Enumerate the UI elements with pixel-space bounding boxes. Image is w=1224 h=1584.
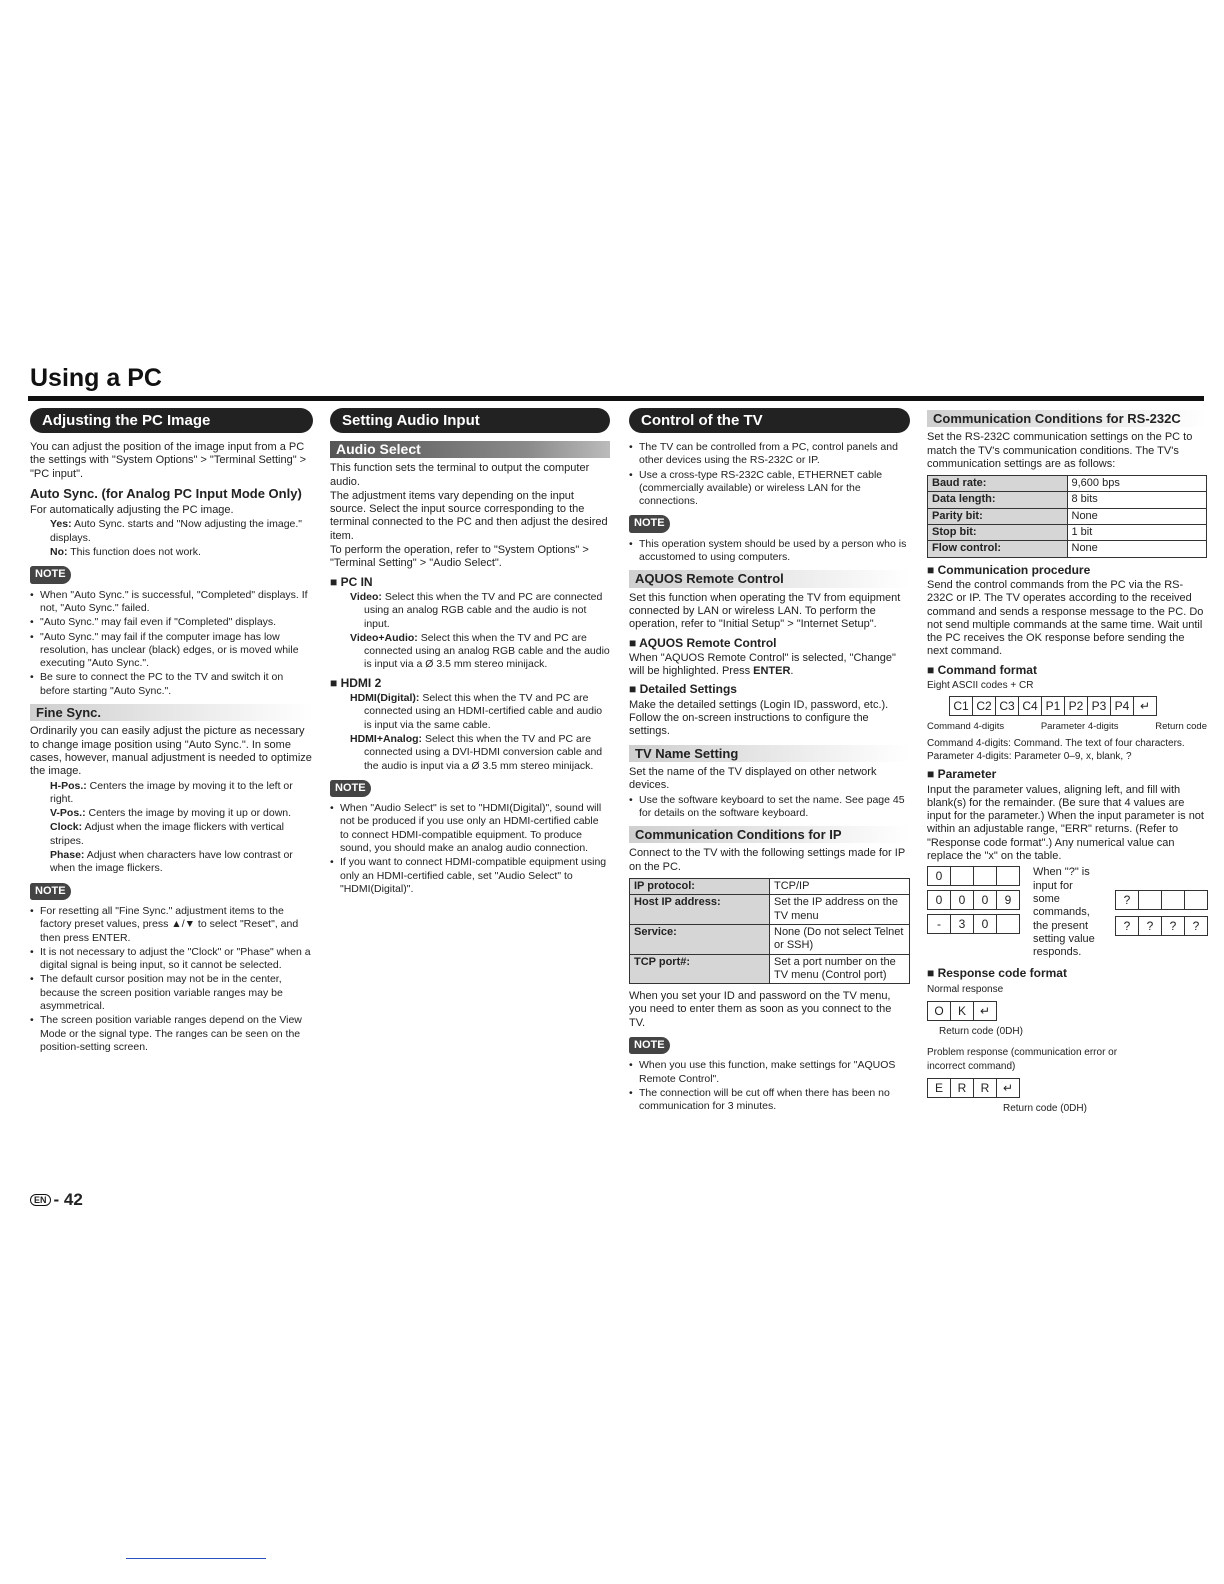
list-item: • For resetting all "Fine Sync." adjustment items to the factory preset values, press ▲/▼ to select "Reset", and then press ENTER. <box>30 905 313 945</box>
column-rs232c <box>927 408 1207 1115</box>
section-header-control: Control of the TV <box>629 408 910 433</box>
table-row: Baud rate: 9,600 bps <box>928 476 1207 492</box>
err-boxes: E R R ↵ <box>927 1078 1207 1098</box>
auto-notes <box>30 589 313 698</box>
cmd-cell: P1 <box>1041 696 1065 716</box>
list-item: • If you want to connect HDMI-compatible equipment using only an HDMI-certified cable, set "Audio Select" to "HDMI(Digital)". <box>330 856 610 896</box>
detail-desc: Make the detailed settings (Login ID, password, etc.). Follow the on-screen instructions to configure the settings. <box>629 698 889 738</box>
list-item: • "Auto Sync." may fail if the computer image has low resolution, has unclear (black) edges, or is moved while executing "Auto Sync.". <box>30 631 313 671</box>
arc-title: ■ AQUOS Remote Control <box>629 635 777 650</box>
note-badge: NOTE <box>330 780 371 797</box>
fine-item: Clock: Adjust when the image flickers with vertical stripes. <box>50 821 285 847</box>
param-q-row: ? ? ? ? <box>1115 916 1207 936</box>
list-item: • The screen position variable ranges depend on the View Mode or the signal type. The ranges can be seen on the position-setting screen. <box>30 1014 313 1054</box>
param-rows <box>927 866 1019 959</box>
page-number: EN - 42 <box>30 1190 83 1210</box>
cmd-cell: P2 <box>1064 696 1088 716</box>
command-boxes <box>949 696 1207 716</box>
hdmi-item: HDMI+Analog: Select this when the TV and PC are connected using a DVI-HDMI conversion cable and the audio is input via a Ø 3.5 mm stereo minijack. <box>350 732 603 772</box>
hdmi-item: HDMI(Digital): Select this when the TV and PC are connected using an HDMI-certified cable and audio is input via the same cable. <box>350 692 603 731</box>
pc-in-title: ■ PC IN <box>330 574 373 589</box>
fine-item: Phase: Adjust when characters have low contrast or when the image flickers. <box>50 849 293 875</box>
fine-item: H-Pos.: Centers the image by moving it to the left or right. <box>50 779 293 805</box>
ip-after: When you set your ID and password on the TV menu, you need to enter them as soon as you connect to the TV. <box>629 990 892 1029</box>
list-item: • This operation system should be used by a person who is accustomed to using computers. <box>629 538 910 565</box>
table-row: Data length: 8 bits <box>928 492 1207 508</box>
list-item: • Be sure to connect the PC to the TV and switch it on before starting "Auto Sync.". <box>30 671 313 698</box>
param-row: - 3 0 <box>927 914 1019 934</box>
list-item: • The TV can be controlled from a PC, control panels and other devices using the RS-232C or IP. <box>629 441 910 468</box>
tv-name-desc: Set the name of the TV displayed on other network devices. <box>629 765 877 792</box>
fmt-title: ■ Command format <box>927 662 1037 677</box>
list-item: • The default cursor position may not be in the center, because the screen position variable ranges may be asymmetrical. <box>30 973 313 1013</box>
auto-no: No: This function does not work. <box>50 546 201 559</box>
audio-p3: To perform the operation, refer to "System Options" > "Terminal Setting" > "Audio Select". <box>330 544 589 570</box>
cmd-cell: P3 <box>1087 696 1111 716</box>
command-labels <box>927 720 1207 733</box>
detail-title: ■ Detailed Settings <box>629 682 737 697</box>
fine-sync-title: Fine Sync. <box>30 704 313 721</box>
rs232c-table <box>927 475 1207 557</box>
fine-notes <box>30 905 313 1054</box>
tv-name-bullet <box>629 794 910 821</box>
table-row: Host IP address: Set the IP address on the TV menu <box>630 895 910 925</box>
hdmi2-title: ■ HDMI 2 <box>330 675 382 690</box>
cmd-cell: P4 <box>1110 696 1134 716</box>
list-item: • When "Auto Sync." is successful, "Completed" displays. If not, "Auto Sync." failed. <box>30 589 313 616</box>
table-row: Flow control: None <box>928 541 1207 557</box>
cmd-label: Parameter 4-digits <box>1040 721 1119 733</box>
resp-normal: Normal response <box>927 983 1004 995</box>
auto-sync-title: Auto Sync. (for Analog PC Input Mode Only) <box>30 485 302 501</box>
param-q-row: ? <box>1115 890 1207 910</box>
param-q-rows <box>1115 866 1207 959</box>
param-desc: Input the parameter values, aligning left, and fill with blank(s) for the remainder. (Be sure that 4 values are input for the parameter.) When the input parameter is not within an adjustable range, "ERR" returns. (Refer to "Response code format".) Any numerical value can replace the "x" on the table. <box>927 783 1204 863</box>
table-row: TCP port#: Set a port number on the TV menu (Control port) <box>630 954 910 984</box>
ip-notes <box>629 1059 910 1113</box>
en-badge: EN <box>30 1194 51 1206</box>
list-item: • Use a cross-type RS-232C cable, ETHERNET cable (commercially available) or wireless LAN for the connections. <box>629 469 910 509</box>
audio-notes <box>330 802 610 896</box>
column-audio-input <box>330 408 610 897</box>
title-rule <box>28 396 1204 401</box>
ip-table <box>629 878 910 984</box>
list-item: • Use the software keyboard to set the name. See page 45 for details on the software keyboard. <box>629 794 910 821</box>
note-badge: NOTE <box>30 883 71 900</box>
rs232c-desc: Set the RS-232C communication settings on the PC to match the TV's communication conditions. The TV's communication settings are as follows: <box>927 431 1193 470</box>
column-adjusting-pc-image <box>30 408 313 1055</box>
section-header-adjusting: Adjusting the PC Image <box>30 408 313 433</box>
audio-select-title: Audio Select <box>330 441 610 458</box>
cmd-cell: C3 <box>995 696 1019 716</box>
control-note <box>629 538 910 565</box>
cmd-cell: C4 <box>1018 696 1042 716</box>
param-row: 0 <box>927 866 1019 886</box>
note-badge: NOTE <box>629 1037 670 1054</box>
audio-p2: The adjustment items vary depending on the input source. Select the input source corresponding to the terminal connected to the PC and then adjust the desired item. <box>330 489 608 542</box>
cmd-desc: Command 4-digits: Command. The text of four characters. Parameter 4-digits: Parameter 0–9, x, blank, ? <box>927 737 1185 762</box>
proc-desc: Send the control commands from the PC via the RS-232C or IP. The TV operates according to the received command and sends a response message to the PC. Do not send multiple commands at the same time. Wait until the PC receives the OK response before sending the next command. <box>927 578 1204 658</box>
list-item: • When "Audio Select" is set to "HDMI(Digital)", sound will not be produced if you use only an HDMI-certified cable to connect HDMI-compatible equipment. To produce sound, you should make an analog audio connection. <box>330 802 610 855</box>
resp-title: ■ Response code format <box>927 966 1067 981</box>
list-item: • "Auto Sync." may fail even if "Completed" displays. <box>30 616 313 629</box>
proc-title: ■ Communication procedure <box>927 562 1091 577</box>
param-q-text: When "?" is input for some commands, the present setting value responds. <box>1033 866 1095 959</box>
tv-name-title: TV Name Setting <box>629 745 910 762</box>
ip-title: Communication Conditions for IP <box>629 826 910 843</box>
table-row: IP protocol: TCP/IP <box>630 879 910 895</box>
aquos-remote-title: AQUOS Remote Control <box>629 570 910 587</box>
list-item: • When you use this function, make settings for "AQUOS Remote Control". <box>629 1059 910 1086</box>
auto-sync-desc: For automatically adjusting the PC image. <box>30 504 234 517</box>
resp-problem: Problem response (communication error or incorrect command) <box>927 1047 1118 1072</box>
fine-sync-desc: Ordinarily you can easily adjust the picture as necessary to change image position using "Auto Sync.". In some cases, however, manual adjustment is needed to optimize the image. <box>30 725 312 778</box>
return-code-cell: ↵ <box>1133 696 1157 716</box>
auto-yes: Yes: Auto Sync. starts and "Now adjusting the image." displays. <box>50 518 303 544</box>
cmd-label: Return code <box>1155 721 1207 733</box>
rs232c-title: Communication Conditions for RS-232C <box>927 410 1207 427</box>
cmd-cell: C1 <box>949 696 973 716</box>
fine-item: V-Pos.: Centers the image by moving it up or down. <box>50 807 292 820</box>
param-examples <box>927 866 1207 959</box>
pcin-item: Video: Select this when the TV and PC are connected using an analog RGB cable and the audio is not input. <box>350 590 603 630</box>
resp-return2: Return code (0DH) <box>1003 1102 1087 1114</box>
column-control-tv <box>629 408 910 1114</box>
audio-p1: This function sets the terminal to output the computer audio. <box>330 462 590 488</box>
arc-desc: When "AQUOS Remote Control" is selected, "Change" will be highlighted. Press ENTER. <box>629 651 896 678</box>
note-badge: NOTE <box>30 566 71 583</box>
table-row: Stop bit: 1 bit <box>928 525 1207 541</box>
control-bullets <box>629 441 910 508</box>
table-row: Parity bit: None <box>928 508 1207 524</box>
cmd-cell: C2 <box>972 696 996 716</box>
list-item: • It is not necessary to adjust the "Clock" or "Phase" when a digital signal is being input, so it cannot be selected. <box>30 946 313 973</box>
list-item: • The connection will be cut off when there has been no communication for 3 minutes. <box>629 1087 910 1114</box>
pcin-item: Video+Audio: Select this when the TV and PC are connected using an analog RGB cable and the audio is input via a Ø 3.5 mm stereo minijack. <box>350 631 610 671</box>
section-header-audio: Setting Audio Input <box>330 408 610 433</box>
param-title: ■ Parameter <box>927 767 997 782</box>
param-row: 0 0 0 9 <box>927 890 1019 910</box>
resp-return: Return code (0DH) <box>939 1025 1023 1037</box>
ok-boxes: O K ↵ <box>927 1001 1207 1021</box>
fmt-desc: Eight ASCII codes + CR <box>927 680 1034 692</box>
page-title: Using a PC <box>30 364 162 392</box>
note-badge: NOTE <box>629 515 670 532</box>
ip-desc: Connect to the TV with the following settings made for IP on the PC. <box>629 847 905 873</box>
table-row: Service: None (Do not select Telnet or SSH) <box>630 924 910 954</box>
cmd-label: Command 4-digits <box>927 721 1005 733</box>
aquos-remote-desc: Set this function when operating the TV from equipment connected by LAN or wireless LAN. To perform the operation, refer to "Initial Setup" > "Internet Setup". <box>629 591 901 631</box>
intro-text: You can adjust the position of the image input from a PC the settings with "System Options" > "Terminal Setting" > "PC input". <box>30 441 307 480</box>
link-underline <box>126 1558 266 1559</box>
